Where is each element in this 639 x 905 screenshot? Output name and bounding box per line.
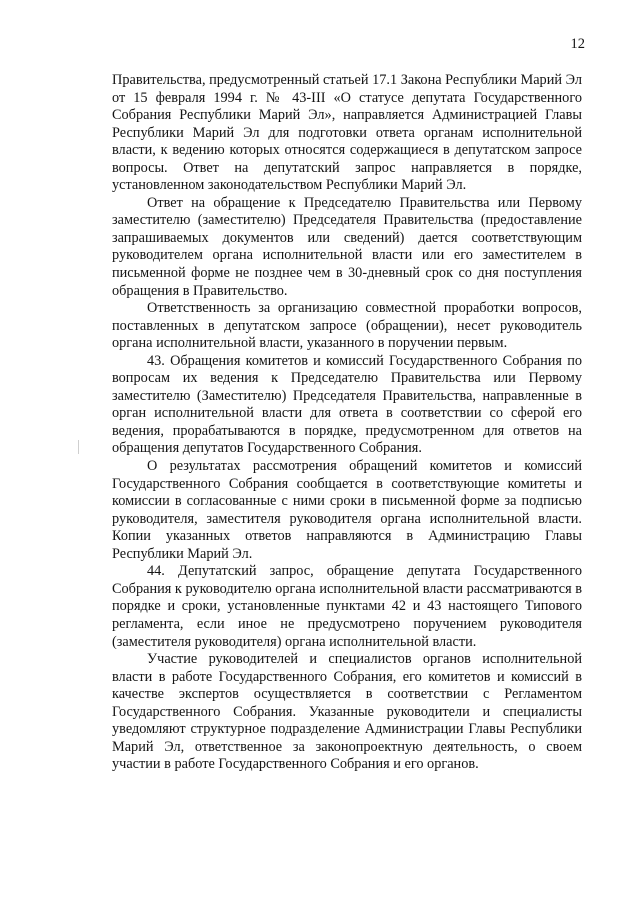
paragraph-response-to-appeal: Ответ на обращение к Председателю Правительства или Первому заместителю (заместителю) Председателя Правительства (предоставление запрашиваемых документов или сведений) дается соответствующим руководителем органа исполнительной власти или его заместителем в письменной форме не позднее чем в 30-дневный срок со дня поступления обращения в Правительство. (112, 194, 582, 299)
margin-scan-mark (78, 440, 79, 454)
paragraph-section-43: 43. Обращения комитетов и комиссий Государственного Собрания по вопросам их ведения к Председателю Правительства или Первому заместителю (Заместителю) Председателя Правительства, направленные в орган исполнительной власти для ответа в соответствии со сферой его ведения, прорабатываются в порядке, предусмотренном для ответов на обращения депутатов Государственного Собрания. (112, 352, 582, 457)
document-body (112, 72, 582, 774)
paragraph-review-results: О результатах рассмотрения обращений комитетов и комиссий Государственного Собрания сообщается в соответствующие комитеты и комиссии в согласованные с ними сроки в письменной форме за подписью руководителя, заместителя руководителя органа исполнительной власти. Копии указанных ответов направляются в Администрацию Главы Республики Марий Эл. (112, 458, 582, 562)
paragraph-continuation: Правительства, предусмотренный статьей 17.1 Закона Республики Марий Эл от 15 февраля 1994 г. № 43-III «О статусе депутата Государственного Собрания Республики Марий Эл», направляется Администрацией Главы Республики Марий Эл для подготовки ответа органам исполнительной власти, к ведению которых относятся содержащиеся в депутатском запросе вопросы. Ответ на депутатский запрос направляется в порядке, установленном законодательством Республики Марий Эл. (112, 72, 582, 194)
paragraph-section-44: 44. Депутатский запрос, обращение депутата Государственного Собрания к руководителю органа исполнительной власти рассматриваются в порядке и сроки, установленные пунктами 42 и 43 настоящего Типового регламента, если иное не предусмотрено поручением руководителя (заместителя руководителя) органа исполнительной власти. (112, 563, 582, 650)
paragraph-responsibility: Ответственность за организацию совместной проработки вопросов, поставленных в депутатском запросе (обращении), несет руководитель органа исполнительной власти, указанного в поручении первым. (112, 300, 582, 352)
page-number: 12 (570, 36, 585, 52)
paragraph-expert-participation: Участие руководителей и специалистов органов исполнительной власти в работе Государственного Собрания, его комитетов и комиссий в качестве экспертов осуществляется в соответствии с Регламентом Государственного Собрания. Указанные руководители и специалисты уведомляют структурное подразделение Администрации Главы Республики Марий Эл, ответственное за законопроектную деятельность, о своем участии в работе Государственного Собрания и его органов. (112, 651, 582, 773)
